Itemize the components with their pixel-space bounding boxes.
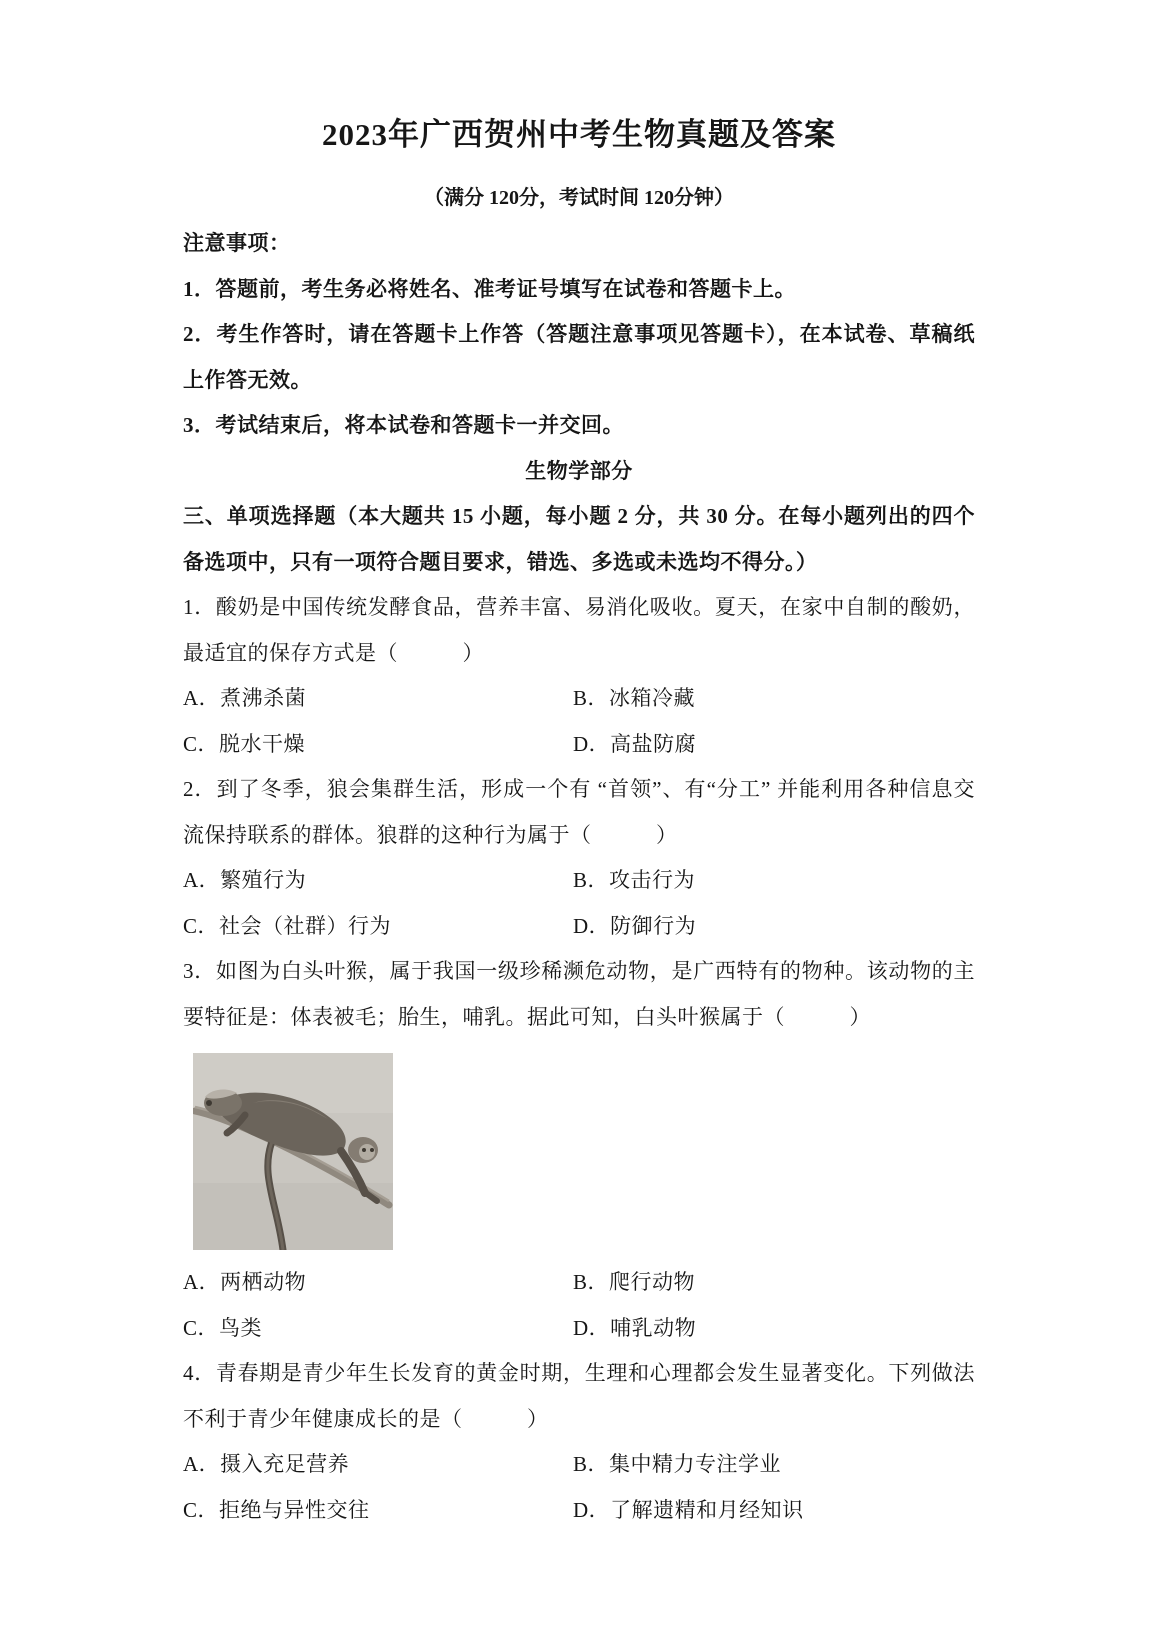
question-4-option-c: C．拒绝与异性交往 xyxy=(183,1497,370,1522)
question-4-stem: 4．青春期是青少年生长发育的黄金时期，生理和心理都会发生显著变化。下列做法不利于青少年健康成长的是（ ） xyxy=(183,1361,975,1431)
question-4-options-row-2 xyxy=(183,1488,975,1534)
section-intro: 三、单项选择题（本大题共 15 小题，每小题 2 分，共 30 分。在每小题列出的四个备选项中，只有一项符合题目要求，错选、多选或未选均不得分。） xyxy=(183,504,975,574)
question-2-option-b: B．攻击行为 xyxy=(573,868,696,892)
question-1-option-d: D．高盐防腐 xyxy=(573,731,697,756)
question-3-options-row-2 xyxy=(183,1306,975,1352)
question-3-option-c: C．鸟类 xyxy=(183,1315,263,1340)
question-1-option-a: A．煮沸杀菌 xyxy=(183,686,307,710)
white-headed-langur-photo xyxy=(193,1053,393,1250)
question-1-options-row-1 xyxy=(183,676,975,722)
question-1-stem: 1．酸奶是中国传统发酵食品，营养丰富、易消化吸收。夏天，在家中自制的酸奶，最适宜的保存方式是（ ） xyxy=(183,595,975,665)
doc-subtitle: （满分 120分，考试时间 120分钟） xyxy=(424,187,734,209)
question-3-stem: 3．如图为白头叶猴，属于我国一级珍稀濒危动物，是广西特有的物种。该动物的主要特征是：体表被毛；胎生，哺乳。据此可知，白头叶猴属于（ ） xyxy=(183,959,975,1029)
question-3-option-d: D．哺乳动物 xyxy=(573,1315,697,1340)
question-2-stem: 2．到了冬季，狼会集群生活，形成一个有 “首领”、有“分工” 并能利用各种信息交流保持联系的群体。狼群的这种行为属于（ ） xyxy=(183,777,975,847)
question-1-options-row-2 xyxy=(183,722,975,768)
question-2-option-d: D．防御行为 xyxy=(573,913,697,938)
question-3-options-row-1 xyxy=(183,1260,975,1306)
notice-item-1: 1．答题前，考生务必将姓名、准考证号填写在试卷和答题卡上。 xyxy=(183,276,796,301)
notice-heading: 注意事项： xyxy=(183,231,291,255)
question-4-option-b: B．集中精力专注学业 xyxy=(573,1452,782,1476)
notice-item-3: 3．考试结束后，将本试卷和答题卡一并交回。 xyxy=(183,413,624,437)
page-title: 2023年广西贺州中考生物真题及答案 xyxy=(322,117,836,152)
question-1-option-b: B．冰箱冷藏 xyxy=(573,686,696,710)
question-2-option-a: A．繁殖行为 xyxy=(183,868,307,892)
question-4-option-d: D．了解遗精和月经知识 xyxy=(573,1497,804,1522)
question-4-options-row-1 xyxy=(183,1442,975,1488)
section-heading: 生物学部分 xyxy=(525,458,633,483)
notice-item-2: 2．考生作答时，请在答题卡上作答（答题注意事项见答题卡），在本试卷、草稿纸上作答无效。 xyxy=(183,322,975,392)
question-2-option-c: C．社会（社群）行为 xyxy=(183,913,392,938)
question-2-options-row-2 xyxy=(183,904,975,950)
question-3-option-a: A．两栖动物 xyxy=(183,1270,307,1294)
question-3-option-b: B．爬行动物 xyxy=(573,1270,696,1294)
question-4-option-a: A．摄入充足营养 xyxy=(183,1452,350,1476)
question-2-options-row-1 xyxy=(183,858,975,904)
question-1-option-c: C．脱水干燥 xyxy=(183,731,306,756)
